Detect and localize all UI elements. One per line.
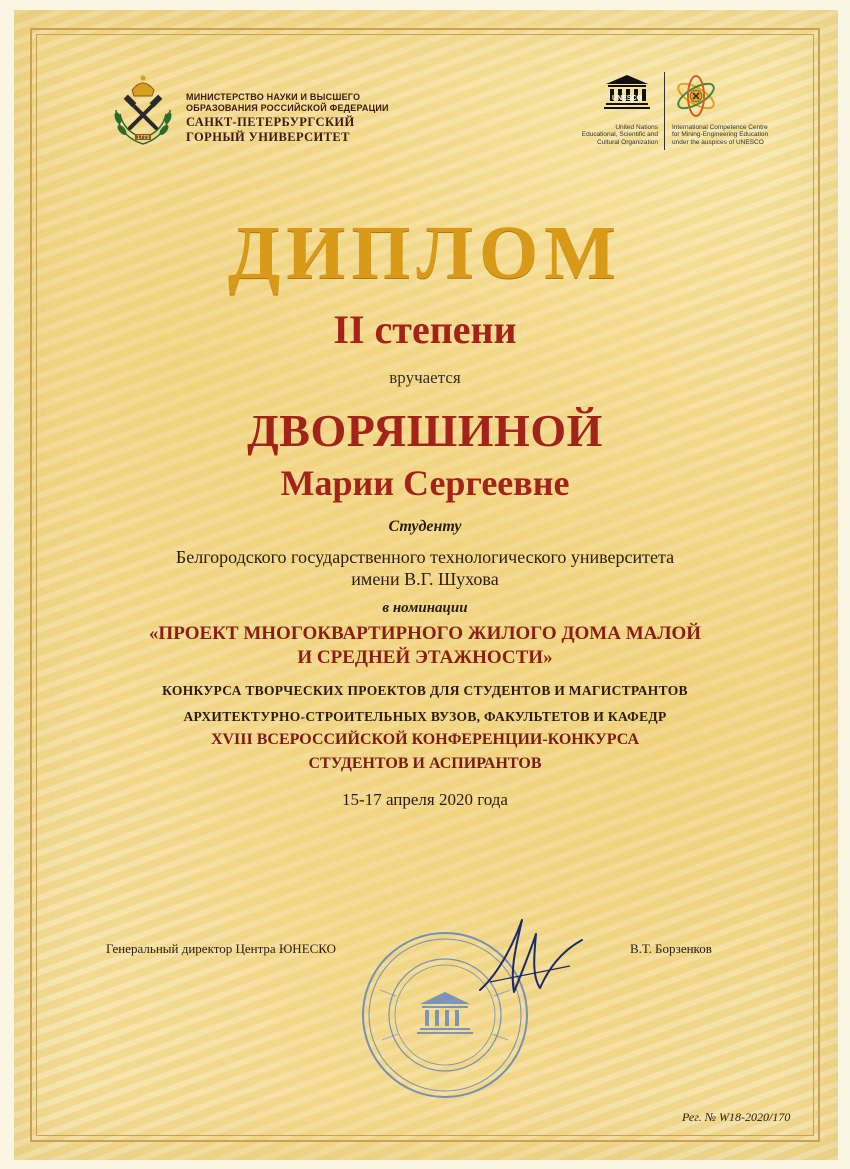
- organization: [0, 546, 850, 590]
- signatory-title: Генеральный директор Центра ЮНЕСКО: [106, 941, 337, 956]
- diploma-title: ДИПЛОМ: [228, 211, 622, 295]
- icc-line-2: for Mining-Engineering Education: [672, 131, 769, 139]
- recipient-names: Марии Сергеевне: [280, 463, 570, 503]
- university-line-2: ГОРНЫЙ УНИВЕРСИТЕТ: [186, 130, 350, 145]
- registration-number: Рег. № W18-2020/170: [682, 1110, 791, 1124]
- organization-line-2: имени В.Г. Шухова: [351, 569, 499, 589]
- contest-line-2: АРХИТЕКТУРНО-СТРОИТЕЛЬНЫХ ВУЗОВ, ФАКУЛЬТЕТОВ И КАФЕДР: [183, 709, 667, 724]
- nomination-label: в номинации: [382, 600, 468, 616]
- unesco-caption: [566, 124, 658, 146]
- awarded-label: вручается: [389, 368, 461, 387]
- mining-university-emblem-icon: [108, 70, 178, 148]
- contest-line-1: КОНКУРСА ТВОРЧЕСКИХ ПРОЕКТОВ ДЛЯ СТУДЕНТОВ И МАГИСТРАНТОВ: [162, 683, 688, 698]
- signatory-name: В.Т. Борзенков: [630, 941, 712, 956]
- ministry-line-2: ОБРАЗОВАНИЯ РОССИЙСКОЙ ФЕДЕРАЦИИ: [186, 103, 389, 114]
- logo-divider: [664, 72, 665, 150]
- unesco-logo-text: UNESCO: [612, 95, 642, 102]
- recipient-role: Студенту: [388, 518, 462, 535]
- unesco-line-2: Educational, Scientific and: [581, 131, 658, 139]
- recipient-surname: ДВОРЯШИНОЙ: [247, 405, 603, 456]
- icc-caption: [672, 124, 802, 146]
- project-title: [0, 622, 850, 670]
- contest-description: [0, 678, 850, 730]
- university-heading: [186, 92, 389, 146]
- ministry-line-1: МИНИСТЕРСТВО НАУКИ И ВЫСШЕГО: [186, 92, 361, 102]
- diploma-degree: II степени: [333, 307, 517, 352]
- university-line-1: САНКТ-ПЕТЕРБУРГСКИЙ: [186, 114, 355, 129]
- conference-title: [0, 728, 850, 776]
- project-line-1: «ПРОЕКТ МНОГОКВАРТИРНОГО ЖИЛОГО ДОМА МАЛОЙ: [148, 623, 702, 644]
- unesco-temple-icon: [604, 74, 650, 114]
- icc-line-1: International Competence Centre: [672, 124, 768, 131]
- conference-line-1: XVIII ВСЕРОССИЙСКОЙ КОНФЕРЕНЦИИ-КОНКУРСА: [210, 731, 640, 748]
- icc-line-3: under the auspices of UNESCO: [672, 138, 764, 146]
- unesco-line-1: United Nations: [615, 124, 658, 131]
- conference-line-2: СТУДЕНТОВ И АСПИРАНТОВ: [308, 755, 542, 772]
- handwritten-signature: [470, 912, 590, 1012]
- icc-atom-icon: [674, 74, 718, 118]
- event-dates: 15-17 апреля 2020 года: [342, 790, 508, 809]
- project-line-2: И СРЕДНЕЙ ЭТАЖНОСТИ»: [297, 647, 553, 668]
- unesco-line-3: Cultural Organization: [596, 138, 658, 146]
- emblem-year: 1773: [136, 135, 150, 141]
- organization-line-1: Белгородского государственного технологического университета: [175, 547, 675, 567]
